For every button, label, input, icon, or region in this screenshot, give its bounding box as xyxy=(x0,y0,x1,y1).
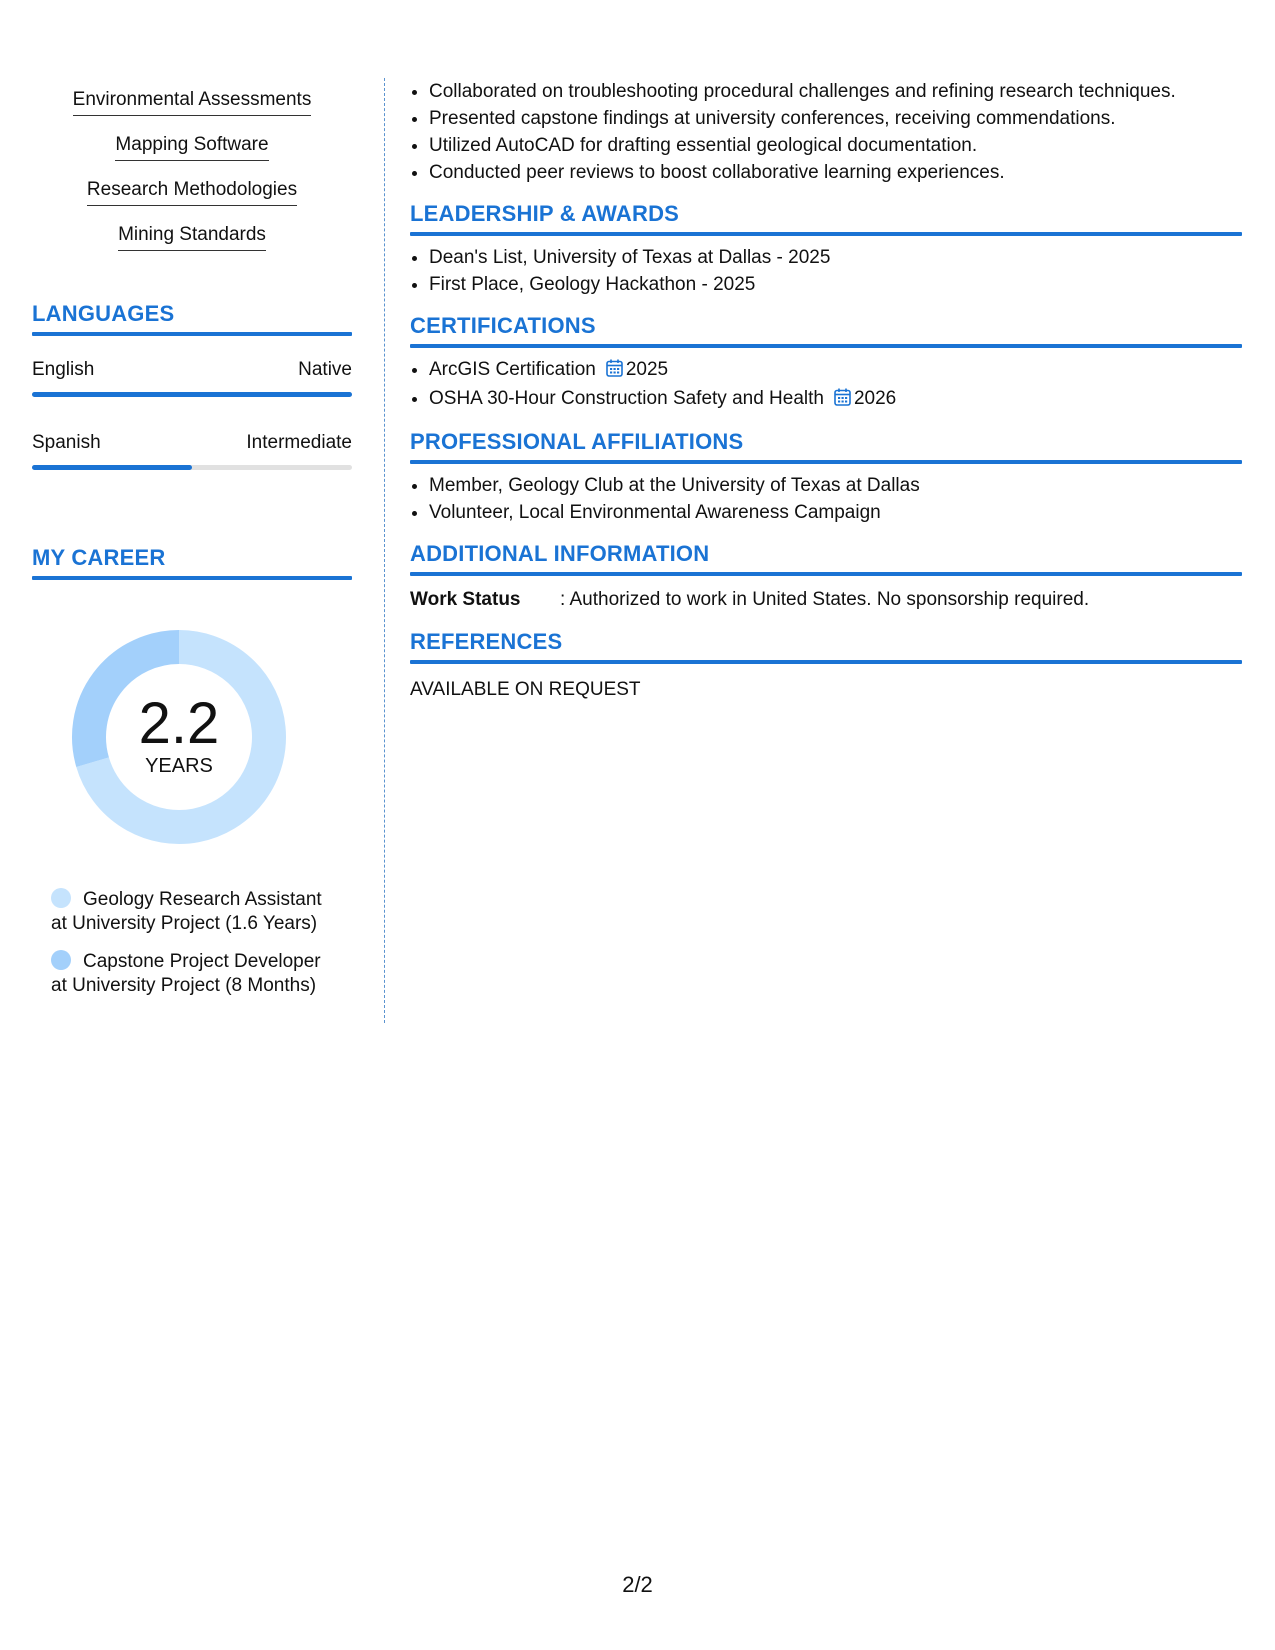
column-divider xyxy=(384,78,385,1023)
calendar-icon xyxy=(606,358,623,385)
certifications-heading: CERTIFICATIONS xyxy=(410,313,596,338)
career-legend xyxy=(51,888,352,998)
language-level: Intermediate xyxy=(246,432,352,453)
career-total-unit: YEARS xyxy=(145,755,213,777)
affiliations-section xyxy=(410,428,1242,526)
skill-tag: Mining Standards xyxy=(118,223,266,251)
list-item: • Dean's List, University of Texas at Dallas - 2025 xyxy=(429,244,1242,271)
legend-dot xyxy=(51,888,71,908)
page-number: 2/2 xyxy=(622,1572,653,1597)
list-item: • First Place, Geology Hackathon - 2025 xyxy=(429,271,1242,298)
list-item: • Conducted peer reviews to boost collaborative learning experiences. xyxy=(429,159,1242,186)
additional-info-heading: ADDITIONAL INFORMATION xyxy=(410,541,710,566)
certifications-list xyxy=(410,356,1242,414)
legend-item xyxy=(51,888,352,936)
references-text: AVAILABLE ON REQUEST xyxy=(410,679,641,700)
language-item xyxy=(32,431,352,470)
list-item xyxy=(429,385,1242,414)
certification-year: 2026 xyxy=(853,388,897,409)
work-status-row xyxy=(410,588,1242,612)
leadership-section xyxy=(410,200,1242,298)
experience-bullets xyxy=(410,78,1242,186)
list-item: • Member, Geology Club at the University of Texas at Dallas xyxy=(429,472,1242,499)
certifications-section xyxy=(410,312,1242,414)
references-section xyxy=(410,628,1242,702)
work-status-value: : Authorized to work in United States. No sponsorship required. xyxy=(560,589,1090,610)
legend-item xyxy=(51,950,352,998)
legend-detail: at University Project (1.6 Years) xyxy=(51,913,318,934)
skills-list xyxy=(32,78,352,258)
section-rule xyxy=(410,660,1242,664)
language-name: English xyxy=(32,359,95,380)
list-item: • Presented capstone findings at university conferences, receiving commendations. xyxy=(429,105,1242,132)
section-rule xyxy=(410,344,1242,348)
proficiency-fill xyxy=(32,392,352,397)
list-item: • Volunteer, Local Environmental Awareness Campaign xyxy=(429,499,1242,526)
certification-year: 2025 xyxy=(625,359,669,380)
proficiency-bar xyxy=(32,392,352,397)
language-level: Native xyxy=(298,359,352,380)
section-rule xyxy=(410,232,1242,236)
section-rule xyxy=(32,332,352,336)
main-content xyxy=(410,78,1242,702)
affiliations-heading: PROFESSIONAL AFFILIATIONS xyxy=(410,429,744,454)
list-item: • Collaborated on troubleshooting procedural challenges and refining research techniques. xyxy=(429,78,1242,105)
leadership-list xyxy=(410,244,1242,298)
section-rule xyxy=(32,576,352,580)
work-status-label: Work Status xyxy=(410,589,521,610)
legend-dot xyxy=(51,950,71,970)
language-name: Spanish xyxy=(32,432,101,453)
language-item xyxy=(32,358,352,397)
skill-tag: Environmental Assessments xyxy=(73,88,312,116)
legend-role: Capstone Project Developer xyxy=(83,951,321,972)
affiliations-list xyxy=(410,472,1242,526)
career-heading: MY CAREER xyxy=(32,545,166,570)
list-item xyxy=(429,356,1242,385)
legend-detail: at University Project (8 Months) xyxy=(51,975,317,996)
certification-name: OSHA 30-Hour Construction Safety and Health xyxy=(429,388,824,409)
career-donut-chart xyxy=(66,624,292,850)
additional-info-section xyxy=(410,540,1242,612)
certification-name: ArcGIS Certification xyxy=(429,359,596,380)
languages-section xyxy=(32,300,352,470)
proficiency-bar xyxy=(32,465,352,470)
sidebar xyxy=(32,78,352,1012)
references-heading: REFERENCES xyxy=(410,629,563,654)
career-section xyxy=(32,544,352,998)
languages-heading: LANGUAGES xyxy=(32,301,175,326)
legend-role: Geology Research Assistant xyxy=(83,889,322,910)
calendar-icon xyxy=(834,387,851,414)
list-item: • Utilized AutoCAD for drafting essential geological documentation. xyxy=(429,132,1242,159)
leadership-heading: LEADERSHIP & AWARDS xyxy=(410,201,680,226)
section-rule xyxy=(410,460,1242,464)
skill-tag: Research Methodologies xyxy=(87,178,297,206)
section-rule xyxy=(410,572,1242,576)
career-total-years: 2.2 xyxy=(138,691,220,756)
proficiency-fill xyxy=(32,465,192,470)
skill-tag: Mapping Software xyxy=(115,133,268,161)
